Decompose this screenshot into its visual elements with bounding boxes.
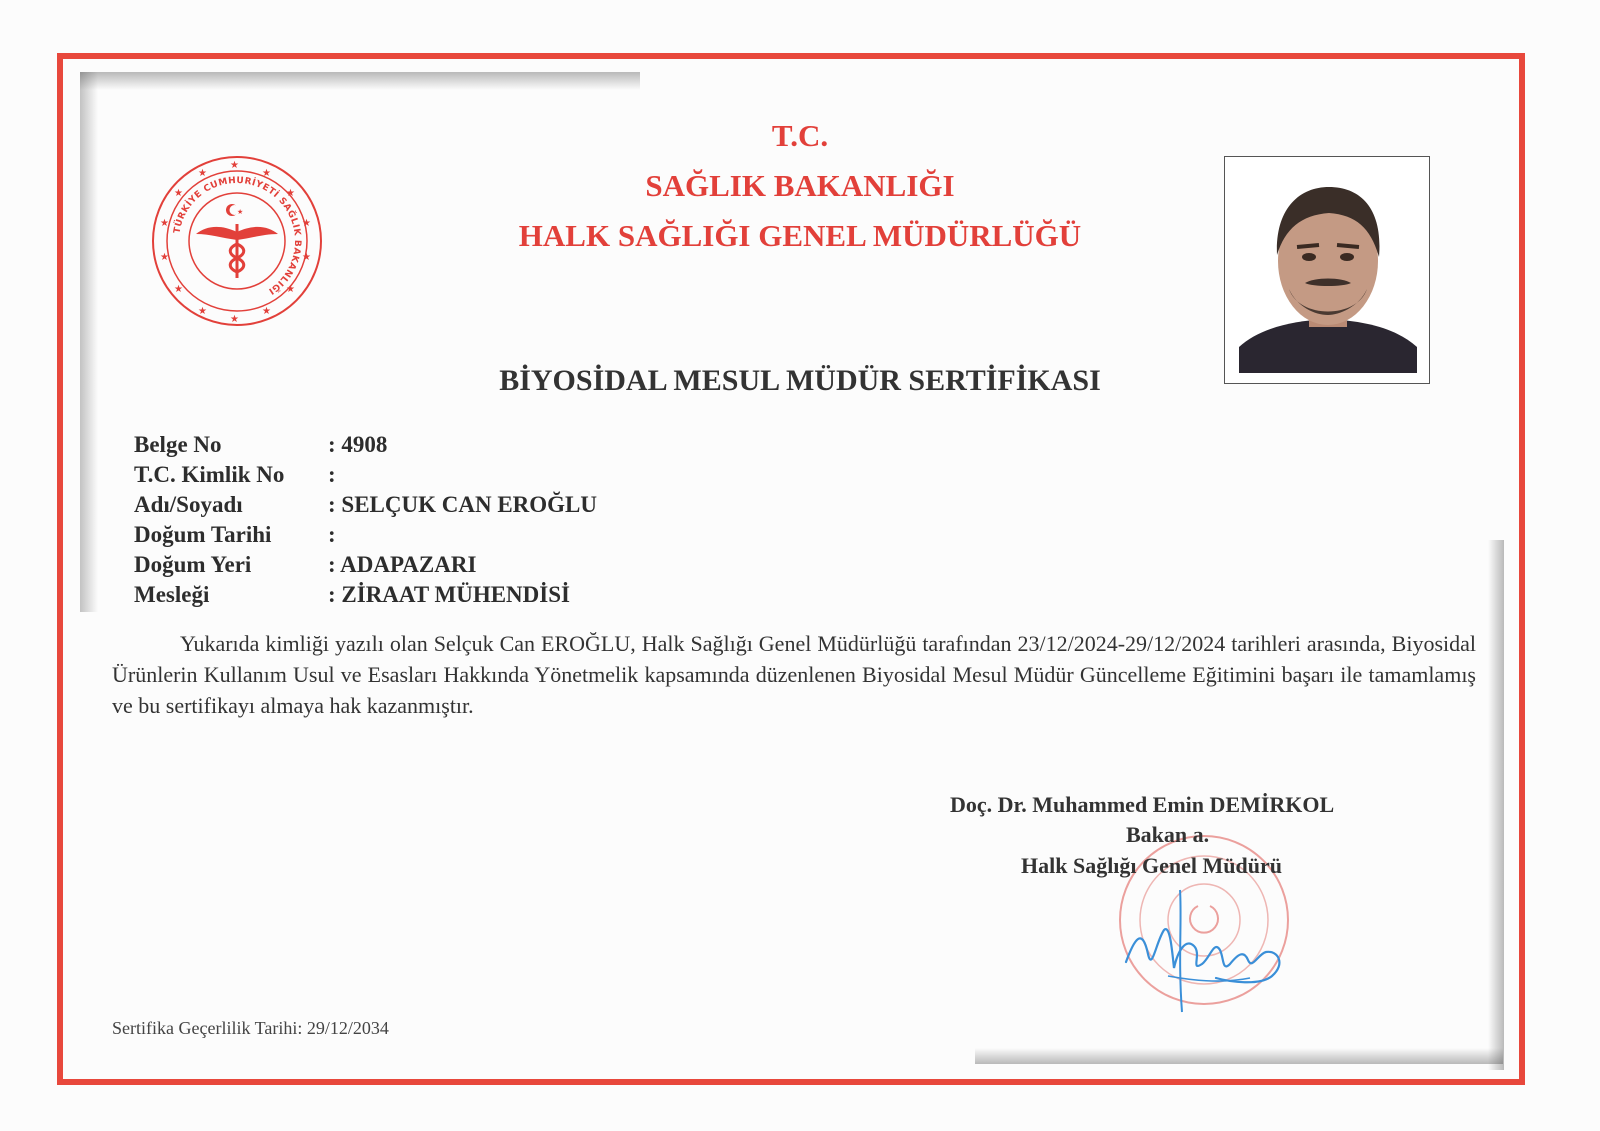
svg-text:★: ★ bbox=[174, 188, 183, 199]
signatory-on-behalf: Bakan a. bbox=[1126, 822, 1210, 847]
signatory-name: Doç. Dr. Muhammed Emin DEMİRKOL bbox=[950, 792, 1335, 817]
svg-text:★: ★ bbox=[198, 168, 207, 179]
body-paragraph: Yukarıda kimliği yazılı olan Selçuk Can EROĞLU, Halk Sağlığı Genel Müdürlüğü tarafından 23/12/2024-29/12/2024 tarihleri arasında, Biyosidal Ürünlerin Kullanım Usul ve Esasları Hakkında Yönetmelik kapsamında düzenlenen Biyosidal Mesul Müdür Güncelleme Eğitimini başarı ile tamamlamış ve bu sertifikayı almaya hak kazanmıştır. bbox=[112, 631, 1476, 718]
svg-text:★: ★ bbox=[286, 188, 295, 199]
field-value: : ZİRAAT MÜHENDİSİ bbox=[328, 582, 570, 607]
svg-text:★: ★ bbox=[286, 284, 295, 295]
signatory-title: Halk Sağlığı Genel Müdürü bbox=[1021, 853, 1282, 878]
svg-text:★: ★ bbox=[302, 218, 311, 229]
header-directorate: HALK SAĞLIĞI GENEL MÜDÜRLÜĞÜ bbox=[518, 218, 1082, 253]
header-ministry: SAĞLIK BAKANLIĞI bbox=[645, 168, 955, 203]
field-value: : ADAPAZARI bbox=[328, 552, 477, 577]
validity-date: Sertifika Geçerlilik Tarihi: 29/12/2034 bbox=[112, 1018, 389, 1038]
field-value: : bbox=[328, 522, 336, 547]
field-label: Adı/Soyadı bbox=[134, 492, 243, 517]
field-label: T.C. Kimlik No bbox=[134, 462, 285, 487]
certificate-body-text bbox=[112, 628, 1476, 721]
header-tc: T.C. bbox=[771, 118, 829, 153]
svg-text:★: ★ bbox=[262, 306, 271, 317]
field-label: Belge No bbox=[134, 432, 222, 457]
svg-text:★: ★ bbox=[160, 252, 169, 263]
svg-text:★: ★ bbox=[160, 218, 169, 229]
field-label: Doğum Tarihi bbox=[134, 522, 272, 547]
holder-photo bbox=[1224, 156, 1430, 384]
field-value: : SELÇUK CAN EROĞLU bbox=[328, 492, 598, 517]
svg-text:★: ★ bbox=[174, 284, 183, 295]
field-value: : bbox=[328, 462, 336, 487]
svg-text:★: ★ bbox=[237, 208, 244, 216]
svg-text:★: ★ bbox=[198, 306, 207, 317]
svg-text:★: ★ bbox=[230, 160, 239, 171]
field-label: Doğum Yeri bbox=[134, 552, 252, 577]
seal-ring-text: TÜRKİYE CUMHURİYETİ SAĞLIK BAKANLIĞI bbox=[172, 175, 303, 297]
handwritten-signature bbox=[1120, 880, 1290, 1020]
field-value: : 4908 bbox=[328, 432, 388, 457]
svg-text:★: ★ bbox=[230, 314, 239, 325]
person-photo-icon bbox=[1239, 169, 1417, 373]
certificate-title: BİYOSİDAL MESUL MÜDÜR SERTİFİKASI bbox=[499, 364, 1101, 397]
svg-text:★: ★ bbox=[262, 168, 271, 179]
svg-text:★: ★ bbox=[302, 252, 311, 263]
field-label: Mesleği bbox=[134, 582, 210, 607]
